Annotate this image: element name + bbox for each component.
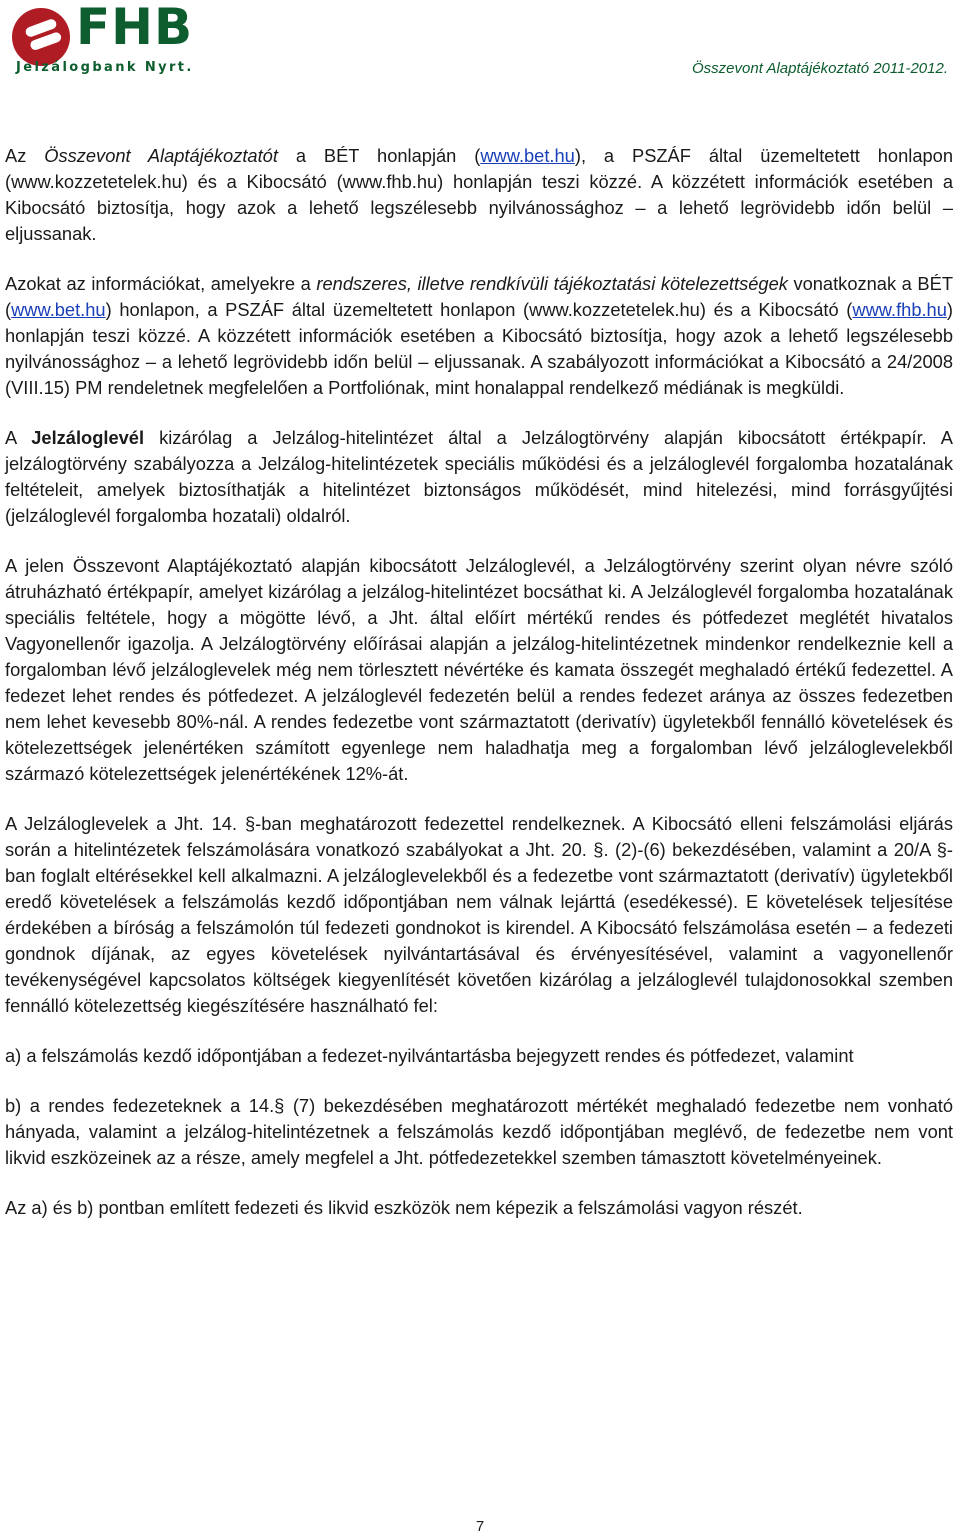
text: Azokat az információkat, amelyekre a [5,273,317,294]
list-item-a: a) a felszámolás kezdő időpontjában a fedezet-nyilvántartásba bejegyzett rendes és pótfedezet, valamint [5,1045,854,1066]
document-title: Összevont Alaptájékoztató 2011-2012. [692,60,948,77]
paragraph [5,143,953,247]
list-item-b: b) a rendes fedezeteknek a 14.§ (7) bekezdésében meghatározott mértékét meghaladó fedezetbe nem vonható hányada, valamint a jelzálog-hitelintézetnek a felszámolás kezdő időpontjában meglévő, de fedezetbe nem vont likvid eszközeinek az a része, amely megfelel a Jht. pótfedezetekkel szemben támasztott követelményeinek. [5,1095,953,1168]
paragraph [5,271,953,401]
bet-link[interactable]: www.bet.hu [480,145,575,166]
logo-subtext: Jelzálogbank Nyrt. [16,60,194,75]
text: Az [5,145,45,166]
text-italic: rendszeres, illetve rendkívüli tájékoztatási kötelezettségek [316,273,788,294]
paragraph: A Jelzáloglevelek a Jht. 14. §-ban meghatározott fedezettel rendelkeznek. A Kibocsátó elleni felszámolási eljárás során a hitelintézetek felszámolására vonatkozó szabályokat a Jht. 20. §. (2)-(6) bekezdésében, valamint a 20/A §-ban foglalt eltérésekkel kell alkalmazni. A jelzáloglevelekből és a fedezetbe vont származtatott (derivatív) ügyletekből eredő követelések a felszámolás kezdő időpontjában nem válnak lejárttá (esedékessé). E követelések teljesítése érdekében a bíróság a felszámolón túl fedezeti gondnokot is kirendel. A Kibocsátó felszámolása esetén – a fedezeti gondnok díjának, az egyes követelések nyilvántartásával és érvényesítésével, valamint a vagyonellenőr tevékenységével kapcsolatos költségek kiegyenlítését követően kizárólag a jelzáloglevél tulajdonosokkal szemben fennálló kötelezettség kiegészítésére használható fel: [5,813,953,1016]
bet-link[interactable]: www.bet.hu [11,299,106,320]
paragraph [5,425,953,529]
logo-text: FHB [76,0,194,56]
paragraph: A jelen Összevont Alaptájékoztató alapján kibocsátott Jelzáloglevél, a Jelzálogtörvény szerint olyan névre szóló átruházható értékpapír, amelyet kizárólag a jelzálog-hitelintézet bocsáthat ki. A Jelzáloglevél forgalomba hozatalának speciális feltétele, hogy a mögötte lévő, a Jht. által előírt mértékű rendes és pótfedezet meglétét hivatalos Vagyonellenőr igazolja. A Jelzálogtörvény előírásai alapján a jelzálog-hitelintézetnek mindenkor rendelkeznie kell a forgalomban lévő jelzáloglevelek még nem törlesztett névértéke és kamata összegét meghaladó értékű fedezettel. A fedezet lehet rendes és pótfedezet. A jelzáloglevél fedezetén belül a rendes fedezet aránya az összes fedezetben nem lehet kevesebb 80%-nál. A rendes fedezetbe vont származtatott (derivatív) ügyletekből fennálló követelések és kötelezettségek jelenértéken számított egyenlege nem haladhatja meg a forgalomban lévő jelzáloglevelekből származó kötelezettségek jelenértékének 12%-át. [5,555,953,784]
text: kizárólag a Jelzálog-hitelintézet által a Jelzálogtörvény alapján kibocsátott értékpapír. A jelzálogtörvény szabályozza a Jelzálog-hitelintézetek speciális működési és a jelzáloglevél forgalomba hozatalának feltételeit, amelyek biztosíthatják a hitelintézet biztonságos működését, mind hitelezési, mind forrásgyűjtési (jelzáloglevél forgalomba hozatali) oldalról. [5,427,953,526]
text: A [5,427,32,448]
text: a BÉT honlapján ( [277,145,481,166]
text: ) honlapján teszi közzé. A közzétett információk esetében a Kibocsátó biztosítja, hogy azok a lehető legszélesebb nyilvánossághoz – a lehető legrövidebb időn belül – eljussanak. A szabályozott információkat a Kibocsátó a 24/2008 (VIII.15) PM rendeletnek megfelelően a Portfoliónak, mint honalappal rendelkező médiának is megküldi. [5,299,953,398]
document-body [5,143,953,1245]
paragraph: Az a) és b) pontban említett fedezeti és likvid eszközök nem képezik a felszámolási vagyon részét. [5,1197,803,1218]
text: ) honlapon, a PSZÁF által üzemeltetett honlapon (www.kozzetetelek.hu) és a Kibocsátó ( [105,299,853,320]
text-bold: Jelzáloglevél [31,427,145,448]
text: ), a PSZÁF által üzemeltetett honlapon (www.kozzetetelek.hu) és a Kibocsátó (www.fhb.hu) honlapján teszi közzé. A közzétett információk esetében a Kibocsátó biztosítja, hogy azok a lehető legszélesebb nyilvánossághoz – a lehető legrövidebb időn belül – eljussanak. [5,145,953,244]
text: vonatkoznak a BÉT ( [5,273,953,320]
text-italic: Összevont Alaptájékoztatót [44,145,278,166]
fhb-logo [12,0,194,76]
page-number: 7 [475,1518,485,1535]
page-header [0,0,960,82]
fhb-emblem-icon [12,8,70,66]
fhb-link[interactable]: www.fhb.hu [852,299,947,320]
